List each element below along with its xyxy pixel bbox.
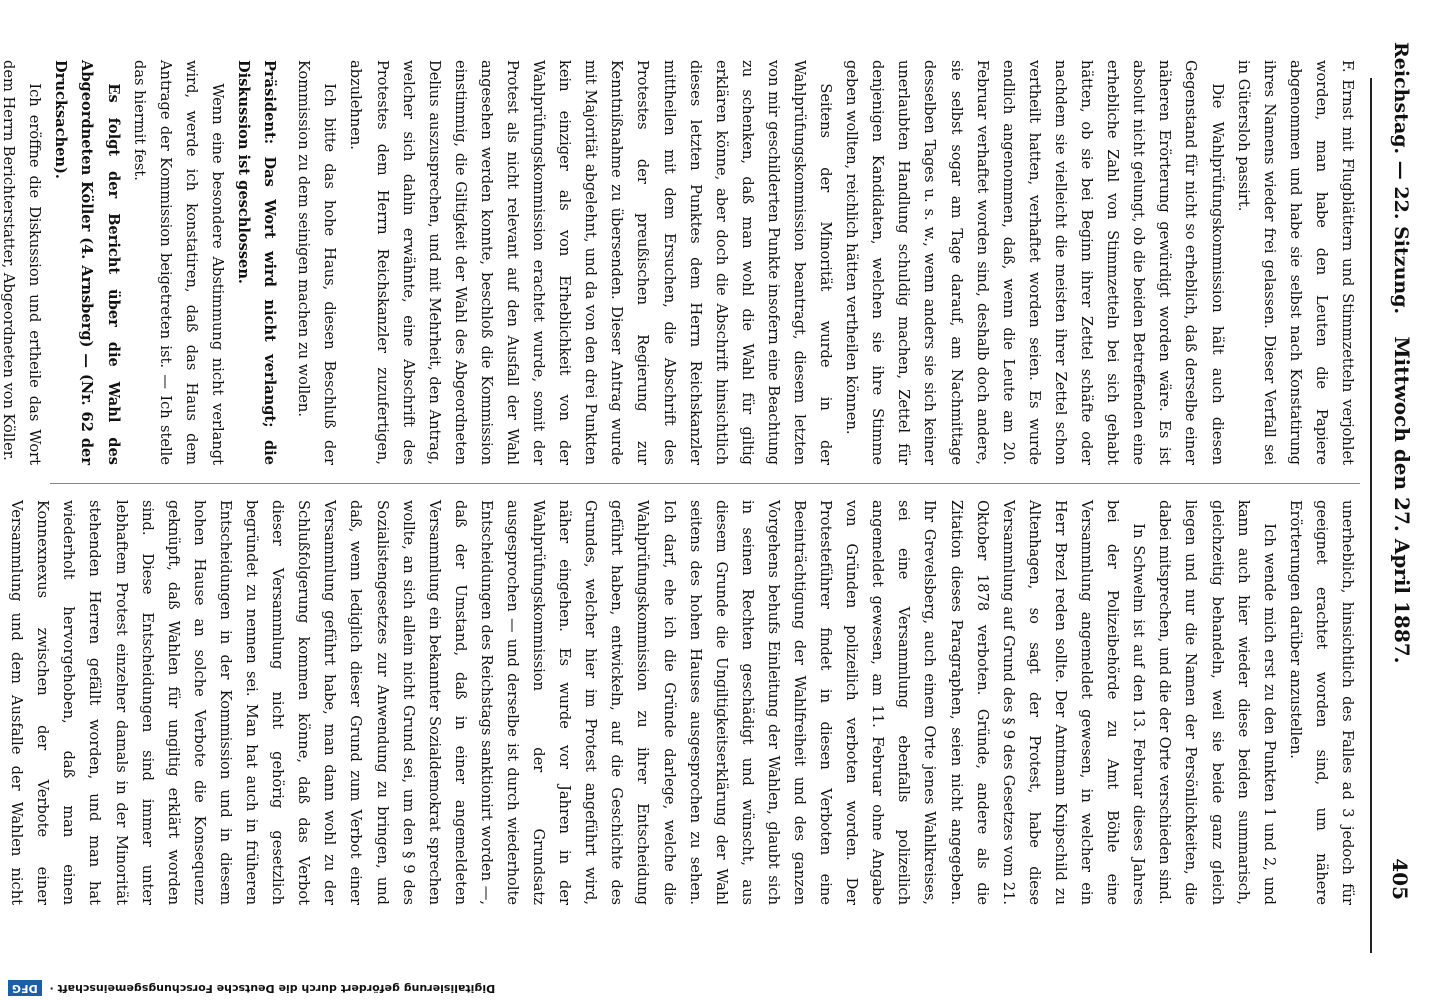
president-statement: Präsident: Das Wort wird nicht verlangt; die Diskussion ist geschlossen. [235, 60, 279, 465]
right-paragraph: Ich wende mich erst zu den Punkten 1 und 2, und kann auch hier wieder diese beiden summarisch, gleichzeitig behandeln, weil sie beide ganz gleich liegen und nur die Namen der Persönlichkeiten, die dabei mitsprechen, und die der Orte verschieden sind. [1156, 500, 1278, 905]
left-paragraph: Die Wahlprüfungskommission hält auch diesen Gegenstand für nicht so erheblich, daß derselbe einer näheren Erörterung gewürdigt worden wäre. Es ist absolut nicht gelungt, ob die beiden Betreffenden eine erhebliche Zahl von Stimmzetteln bei sich gehabt hätten, ob sie bei Beginn ihrer Zettel schäfte oder nachdem sie vielleicht die meisten ihrer Zettel schon vertheilt hatten, verhaftet worden seien. Es wurde endlich angenommen, daß, wenn die Leute am 20. Februar verhaftet worden sind, deshalb doch andere, sie selbst sogar am Tage darauf, am Nachmittage desselben Tages u. s. w., wenn anders sie sich keiner unerlaubten Handlung schuldig machen, Zettel für denjenigen Kandidaten, welchen sie ihre Stimme geben wollten, reichlich hätten vertheilen können. [843, 60, 1226, 465]
left-paragraph: F. Ernst mit Flugblättern und Stimmzetteln verjohlet worden, man habe den Leuten die Papiere abgenommen und habe sie selbst nach Konstatirung ihres Namens wieder frei gelassen. Dieser Verfall sei in Gütersloh passirt. [1234, 60, 1356, 465]
left-paragraph: Ich bitte das hohe Haus, diesen Beschluß der Kommission zu dem seinigen machen zu wollen. [295, 60, 339, 465]
right-paragraph: In Schwelm ist auf den 13. Februar dieses Jahres bei der Polizeibehörde zu Amt Böhle eine Versammlung angemeldet gewesen, in welcher ein Herr Brezl reden sollte. Der Amtmann Knipschild zu Altenhagen, so sagt der Protest, habe diese Versammlung auf Grund des § 9 des Gesetzes vom 21. Oktober 1878 verboten. Gründe, andere als die Zitation dieses Paragraphen, seien nicht angegeben. Ihr Grevelsberg, auch einem Orte jenes Wahlkreises, sei eine Versammlung ebenfalls polizeilich angemeldet gewesen, am 11. Februar ohne Angabe von Gründen polizeilich verboten worden. Der Protesteführer findet in diesen Verboten eine Beeinträchtigung der Wahlfreiheit und des ganzen Vorgehens behufs Einleitung der Wahlen, glaubt sich in seinen Rechten geschädigt und wünscht, aus diesem Grunde die Ungiltigkeitserklärung der Wahl seitens des hohen Hauses ausgesprochen zu sehen. Ich darf, ehe ich die Gründe darlege, welche die Wahlprüfungskommission zu ihrer Entscheidung geführt haben, entwickeln, auf die Geschichte des Grundes, welcher hier im Protest angeführt wird, näher eingehen. Es wurde vor Jahren in der Wahlprüfungskommission der Grundsatz ausgesprochen — und derselbe ist durch wiederholte Entscheidungen des Reichstags sanktionirt worden —, daß der Umstand, daß in einer angemeldeten Versammlung ein bekannter Sozialdemokrat sprechen wollte, an sich allein nicht Grund sei, um den § 9 des Sozialistengesetzes zur Anwendung zu bringen, und daß, wenn lediglich dieser Grund zum Verbot einer Versammlung geführt habe, man dann wohl zu der Schlußfolgerung kommen könne, daß das Verbot dieser Versammlung nicht gehörig gesetzlich begründet zu nennen sei. Man hat auch in früheren Entscheidungen in der Kommission und in diesem hohen Hause an solche Verbote die Konsequenz geknüpft, daß Wahlen für ungiltig erklärt worden sind. Diese Entscheidungen sind immer unter lebhaftem Protest einzelner damals in der Minorität stehenden Herren gefällt worden, und man hat wiederholt hervorgehoben, daß man einen Konnexnexus zwischen der Verbote einer Versammlung und dem Ausfalle der Wahlen nicht [8, 500, 1148, 905]
left-paragraph: Wenn eine besondere Abstimmung nicht verlangt wird, werde ich konstatiren, daß das Haus dem Antrage der Kommission beigetreten ist. — Ich stelle das hiermit fest. [130, 60, 226, 465]
header-rule [1370, 78, 1372, 953]
session-title: Reichstag. — 22. Sitzung. [1390, 42, 1412, 315]
column-divider [50, 483, 1360, 484]
page-number: 405 [1388, 858, 1412, 900]
dfg-credit-text: Digitalisierung gefördert durch die Deutsche Forschungsgemeinschaft [57, 982, 496, 995]
dfg-logo: DFG [8, 980, 42, 996]
right-paragraph: unerheblich, hinsichtlich des Falles ad 3 jedoch für geeignet erachtet worden sind, um nähere Erörterungen darüber anzustellen. [1286, 500, 1356, 905]
page-header [1362, 0, 1432, 1000]
right-text-column [8, 500, 1360, 905]
left-paragraph: Ich eröffne die Diskussion und ertheile das Wort dem Herrn Berichterstatter, Abgeordneten von Köller. [0, 60, 44, 465]
agenda-item: Es folgt der Bericht über die Wahl des Abgeordneten Köller (4. Arnsberg) — (Nr. 62 der Drucksachen). [52, 60, 122, 465]
dfg-credit-strip [0, 976, 1432, 1000]
left-text-column [0, 60, 1360, 465]
session-date: Mittwoch den 27. April 1887. [1390, 336, 1414, 664]
dfg-credit: Digitalisierung gefördert durch die Deutsche Forschungsgemeinschaft · DFG [0, 976, 1432, 1000]
left-paragraph: Seitens der Minorität wurde in der Wahlprüfungskommission beantragt, diesem letzten von mir geschilderten Punkte insofern eine Beachtung zu schenken, daß man wohl die Wahl für giltig erklären könne, aber doch die Abschrift hinsichtlich dieses letzten Punktes dem Herrn Reichskanzler mittheilen mit dem Ersuchen, die Abschrift des Protestes der preußischen Regierung zur Kenntnißnahme zu übersenden. Dieser Antrag wurde mit Majorität abgelehnt, und da von den drei Punkten kein einziger als von Erheblichkeit von der Wahlprüfungskommission erachtet wurde, somit der Protest als nicht relevant auf den Ausfall der Wahl angesehen werden konnte, beschloß die Kommission einstimmig, die Giltigkeit der Wahl des Abgeordneten Delius auszusprechen, und mit Mehrheit, den Antrag, welcher sich dahin erwähnte, eine Abschrift des Protestes dem Herrn Reichskanzler zuzufertigen, abzulehnen. [347, 60, 835, 465]
